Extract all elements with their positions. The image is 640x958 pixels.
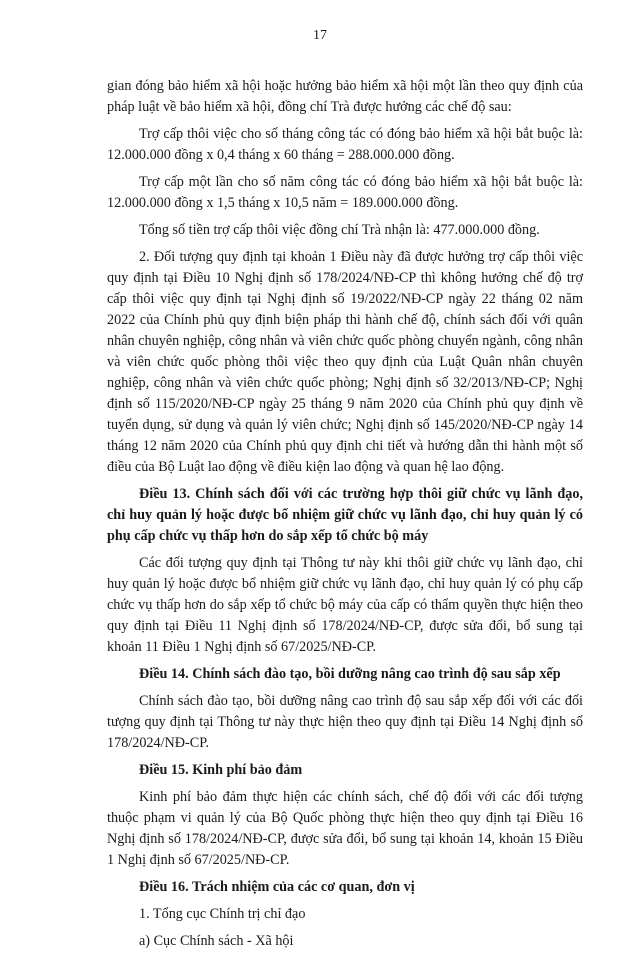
paragraph: 2. Đối tượng quy định tại khoản 1 Điều này đã được hưởng trợ cấp thôi việc quy định tại Điều 10 Nghị định số 178/2024/NĐ-CP thì không hưởng chế độ trợ cấp thôi việc quy định tại Nghị định số 19/2022/NĐ-CP ngày 22 tháng 02 năm 2022 của Chính phủ quy định biện pháp thi hành chế độ, chính sách đối với quân nhân chuyên nghiệp, công nhân và viên chức quốc phòng chuyển ngành, công nhân và viên chức quốc phòng thôi việc theo quy định của Luật Quân nhân chuyên nghiệp, công nhân và viên chức quốc phòng; Nghị định số 32/2013/NĐ-CP; Nghị định số 115/2020/NĐ-CP ngày 25 tháng 9 năm 2020 của Chính phủ quy định về tuyển dụng, sử dụng và quản lý viên chức; Nghị định số 145/2020/NĐ-CP ngày 14 tháng 12 năm 2020 của Chính phủ quy định chi tiết và hướng dẫn thi hành một số điều của Bộ Luật lao động về điều kiện lao động và quan hệ lao động. [107, 249, 583, 475]
paragraph: Trợ cấp thôi việc cho số tháng công tác có đóng bảo hiểm xã hội bắt buộc là: 12.000.000 đồng x 0,4 tháng x 60 tháng = 288.000.000 đồng. [107, 126, 583, 163]
article-13-heading: Điều 13. Chính sách đối với các trường hợp thôi giữ chức vụ lãnh đạo, chỉ huy quản lý hoặc được bổ nhiệm giữ chức vụ lãnh đạo, chỉ huy quản lý có phụ cấp chức vụ thấp hơn do sắp xếp tổ chức bộ máy [107, 486, 583, 544]
article-14-heading: Điều 14. Chính sách đào tạo, bồi dưỡng nâng cao trình độ sau sắp xếp [139, 666, 561, 682]
paragraph: Các đối tượng quy định tại Thông tư này khi thôi giữ chức vụ lãnh đạo, chỉ huy quản lý hoặc được bổ nhiệm giữ chức vụ lãnh đạo, chỉ huy quản lý có phụ cấp chức vụ thấp hơn do sắp xếp tổ chức bộ máy của cấp có thẩm quyền thực hiện theo quy định tại Điều 11 Nghị định số 178/2024/NĐ-CP, được sửa đổi, bổ sung tại khoản 11 Điều 1 Nghị định số 67/2025/NĐ-CP. [107, 555, 583, 655]
document-body [107, 76, 583, 958]
paragraph: a) Cục Chính sách - Xã hội [139, 933, 294, 949]
paragraph: Trợ cấp một lần cho số năm công tác có đóng bảo hiểm xã hội bắt buộc là: 12.000.000 đồng x 1,5 tháng x 10,5 năm = 189.000.000 đồng. [107, 174, 583, 211]
article-15-heading: Điều 15. Kinh phí bảo đảm [139, 762, 303, 778]
page-number: 17 [313, 28, 327, 43]
paragraph: Chính sách đào tạo, bồi dưỡng nâng cao trình độ sau sắp xếp đối với các đối tượng quy định tại Thông tư này thực hiện theo quy định tại Điều 14 Nghị định số 178/2024/NĐ-CP. [107, 693, 583, 751]
article-16-heading: Điều 16. Trách nhiệm của các cơ quan, đơn vị [139, 879, 415, 895]
paragraph: 1. Tổng cục Chính trị chỉ đạo [139, 906, 306, 922]
paragraph: Tổng số tiền trợ cấp thôi việc đồng chí Trà nhận là: 477.000.000 đồng. [139, 222, 540, 238]
paragraph: Kinh phí bảo đảm thực hiện các chính sách, chế độ đối với các đối tượng thuộc phạm vi quản lý của Bộ Quốc phòng thực hiện theo quy định tại Điều 16 Nghị định số 178/2024/NĐ-CP, được sửa đổi, bổ sung tại khoản 14, khoản 15 Điều 1 Nghị định số 67/2025/NĐ-CP. [107, 789, 583, 868]
paragraph: gian đóng bảo hiểm xã hội hoặc hưởng bảo hiểm xã hội một lần theo quy định của pháp luật về bảo hiểm xã hội, đồng chí Trà được hưởng các chế độ sau: [107, 78, 583, 115]
